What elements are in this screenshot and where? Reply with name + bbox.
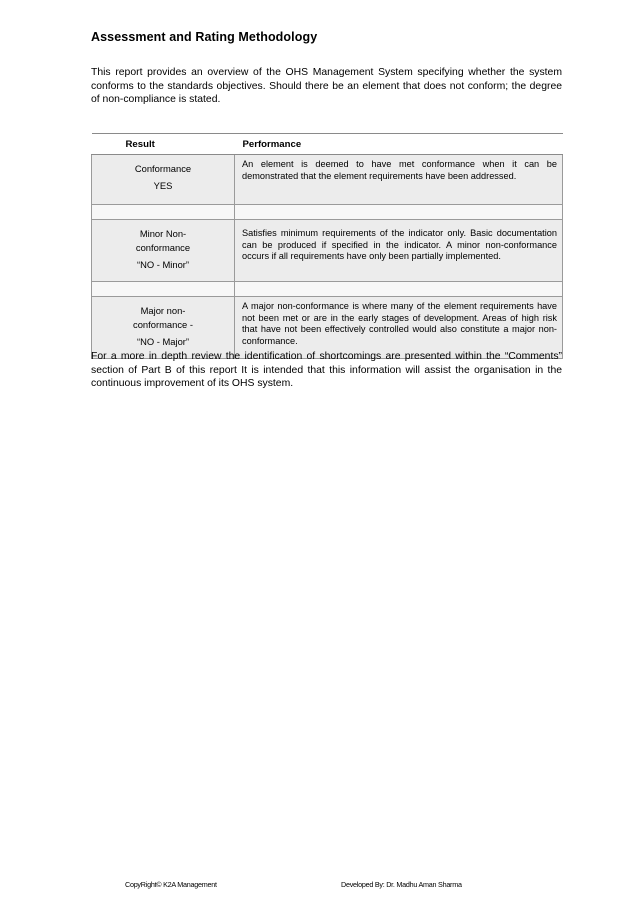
result-label: Minor Non- [139,228,187,239]
table-row-conformance [92,155,563,205]
spacer-cell [92,282,235,297]
closing-paragraph: For a more in depth review the identification of shortcomings are presented within the “Comments” section of Part B of this report It is intended that this information will assist the organisation in the continuous improvement of its OHS system. [91,351,562,390]
result-label: conformance [135,242,191,253]
table-header-row [92,134,563,155]
result-label: Major non- [140,305,186,316]
spacer-cell [235,282,563,297]
table-spacer-row [92,282,563,297]
performance-cell: Satisfies minimum requirements of the indicator only. Basic documentation can be produced if specified in the indicator. A minor non-conformance occurs if all requirements have only been partially implemented. [235,220,563,282]
performance-cell: A major non-conformance is where many of the element requirements have not been met or are in the early stages of development. Areas of high risk that have not been effectively controlled would also constitute a major non-conformance. [235,297,563,359]
result-column-header: Result [92,134,235,155]
document-title: Assessment and Rating Methodology [91,30,318,44]
result-label: YES [153,180,173,191]
result-cell [92,155,235,205]
rating-table [91,133,563,359]
performance-column-header: Performance [235,134,563,155]
spacer-cell [92,205,235,220]
footer-copyright: CopyRight© K2A Management [125,880,217,889]
table-row-minor [92,220,563,282]
result-cell [92,220,235,282]
result-label: “NO - Major” [136,336,190,347]
footer-author: Developed By: Dr. Madhu Aman Sharma [341,880,462,889]
result-label: Conformance [134,163,192,174]
table-spacer-row [92,205,563,220]
spacer-cell [235,205,563,220]
result-label: conformance - [133,319,193,330]
intro-paragraph: This report provides an overview of the OHS Management System specifying whether the system conforms to the standards objectives. Should there be an element that does not conform; the degree of non-compliance is stated. [91,67,562,105]
performance-cell: An element is deemed to have met conformance when it can be demonstrated that the element requirements have been addressed. [235,155,563,205]
result-label: “NO - Minor” [136,259,190,270]
